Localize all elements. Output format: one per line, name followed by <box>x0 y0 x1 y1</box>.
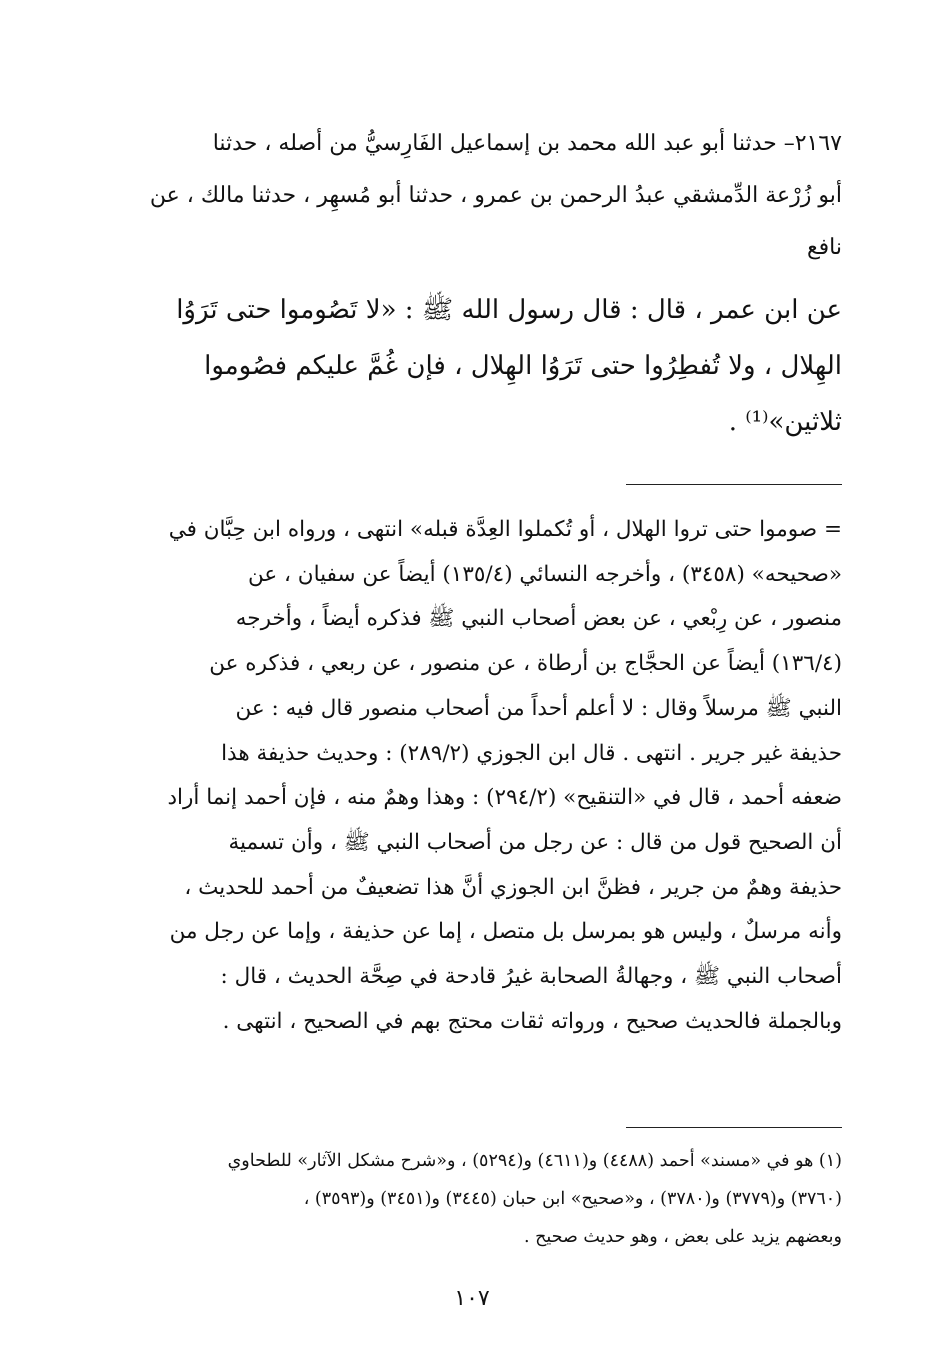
matn-line: عن ابن عمر ، قال : قال رسول الله ﷺ : «لا تَصُوموا حتى تَرَوُا <box>176 295 842 325</box>
commentary <box>132 508 842 1044</box>
commentary-line: وأنه مرسلٌ ، وليس هو بمرسل بل متصل ، إما عن حذيفة ، وإما عن رجل من <box>169 919 842 945</box>
commentary-line: أصحاب النبي ﷺ ، وجهالةُ الصحابة غيرُ قادحة في صِحَّة الحديث ، قال : <box>220 964 842 990</box>
commentary-line: ضعفه أحمد ، قال في «التنقيح» (٢٩٤/٢) : وهذا وهمٌ منه ، فإن أحمد إنما أراد <box>167 785 842 811</box>
chain-line: أبو زُرْعة الدِّمشقي عبدُ الرحمن بن عمرو ، حدثنا أبو مُسهِر ، حدثنا مالك ، عن <box>149 183 842 208</box>
chain-line: ٢١٦٧– حدثنا أبو عبد الله محمد بن إسماعيل الفَارِسيُّ من أصله ، حدثنا <box>212 131 842 156</box>
commentary-line: أن الصحيح قول من قال : عن رجل من أصحاب النبي ﷺ ، وأن تسمية <box>228 829 842 855</box>
footnote-divider <box>626 1127 842 1128</box>
footnote <box>132 1142 842 1256</box>
page-number: ١٠٧ <box>454 1286 490 1311</box>
matn-line: الهِلال ، ولا تُفطِرُوا حتى تَرَوُا الهِلال ، فإن غُمَّ عليكم فصُوموا <box>204 351 842 381</box>
hadith-text <box>132 282 842 450</box>
hadith-chain <box>132 118 842 274</box>
chain-line: نافع <box>806 235 842 260</box>
footnote-line: (٣٧٦٠) و(٣٧٧٩) و(٣٧٨٠) ، و«صحيح» ابن حبان (٣٤٤٥) و(٣٤٥١) و(٣٥٩٣) ، <box>303 1189 842 1209</box>
commentary-line: حذيفة وهمٌ من جرير ، فظنَّ ابن الجوزي أنَّ هذا تضعيفٌ من أحمد للحديث ، <box>184 874 842 900</box>
commentary-divider <box>626 484 842 485</box>
commentary-line: وبالجملة فالحديث صحيح ، ورواته ثقات محتج بهم في الصحيح ، انتهى . <box>222 1008 842 1034</box>
footnote-line: (١) هو في «مسند» أحمد (٤٤٨٨) و(٤٦١١) و(٥٢٩٤) ، و«شرح مشكل الآثار» للطحاوي <box>227 1151 842 1171</box>
commentary-line: = صوموا حتى تروا الهلال ، أو تُكملوا العِدَّة قبله» انتهى ، ورواه ابن حِبَّان في <box>168 517 842 542</box>
footnote-line: وبعضهم يزيد على بعض ، وهو حديث صحيح . <box>523 1227 842 1247</box>
commentary-line: منصور ، عن رِبْعي ، عن بعض أصحاب النبي ﷺ فذكره أيضاً ، وأخرجه <box>235 606 842 632</box>
matn-line: ثلاثين»⁽¹⁾ . <box>728 407 842 437</box>
commentary-line: «صحيحه» (٣٤٥٨) ، وأخرجه النسائي (١٣٥/٤) أيضاً عن سفيان ، عن <box>248 561 842 587</box>
commentary-line: النبي ﷺ مرسلاً وقال : لا أعلم أحداً من أصحاب منصور قال فيه : عن <box>235 695 842 721</box>
commentary-line: حذيفة غير جرير . انتهى . قال ابن الجوزي (٢٨٩/٢) : وحديث حذيفة هذا <box>221 740 842 766</box>
commentary-line: (١٣٦/٤) أيضاً عن الحجَّاج بن أرطاة ، عن منصور ، عن ربعي ، فذكره عن <box>209 651 842 677</box>
